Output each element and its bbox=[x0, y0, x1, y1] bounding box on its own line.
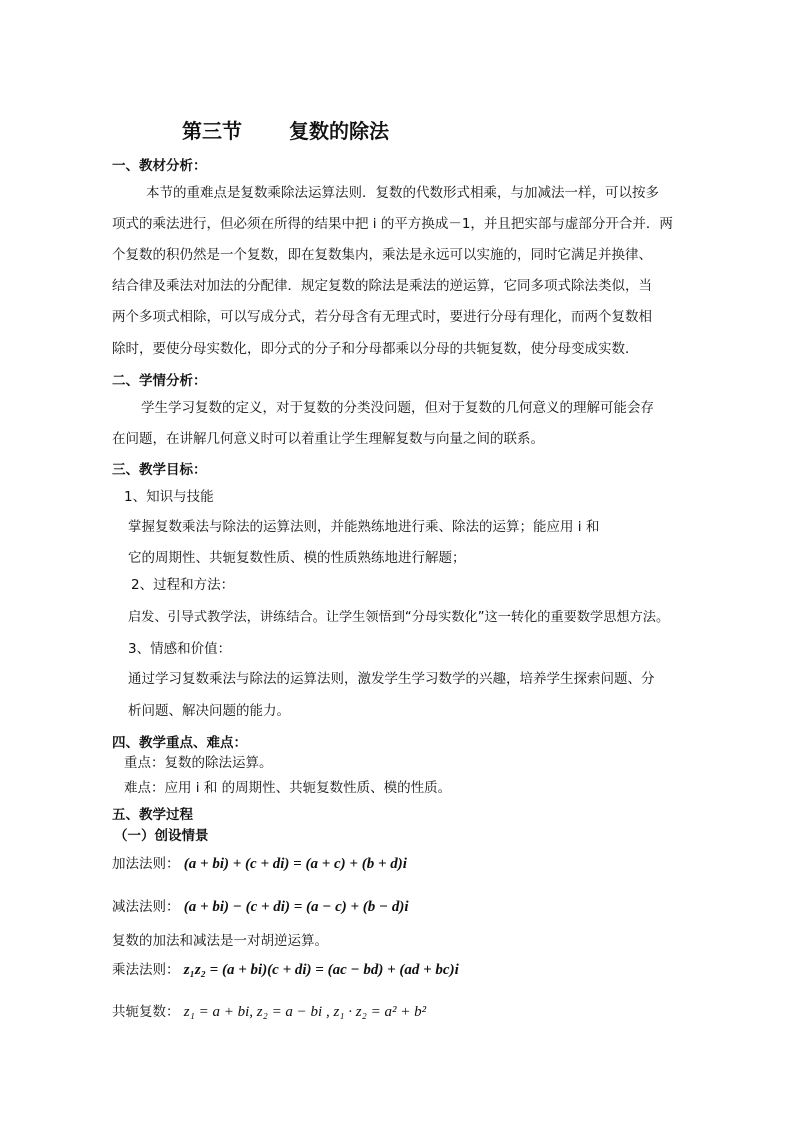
key-point: 重点：复数的除法运算。 bbox=[124, 755, 273, 771]
paragraph-line: 析问题、解决问题的能力。 bbox=[128, 703, 290, 719]
multiplication-rule-label: 乘法法则： bbox=[112, 962, 180, 978]
multiplication-rule bbox=[112, 961, 459, 979]
heading-student-analysis: 二、学情分析： bbox=[112, 373, 207, 389]
subheading-emotion-value: 3、情感和价值： bbox=[128, 641, 232, 657]
heading-teaching-process: 五、教学过程 bbox=[112, 807, 193, 823]
paragraph-line: 它的周期性、共轭复数性质、模的性质熟练地进行解题； bbox=[128, 550, 466, 566]
paragraph-line: 启发、引导式教学法，讲练结合。让学生领悟到“分母实数化”这一转化的重要数学思想方法。 bbox=[128, 610, 670, 625]
subtraction-formula: (a + bi) − (c + di) = (a − c) + (b − d)i bbox=[183, 899, 409, 915]
heading-teaching-objectives: 三、教学目标： bbox=[112, 462, 207, 478]
subheading-process-method: 2、过程和方法： bbox=[131, 577, 235, 593]
paragraph-line: 本节的重难点是复数乘除法运算法则．复数的代数形式相乘，与加减法一样，可以按多 bbox=[146, 185, 659, 201]
conjugate-formula: z₁ = a + bi, z₂ = a − bi , z₁ · z₂ = a² + b² bbox=[183, 1004, 427, 1020]
heading-key-difficult-points: 四、教学重点、难点： bbox=[112, 735, 247, 751]
conjugate-rule bbox=[112, 1003, 426, 1021]
addition-formula: (a + bi) + (c + di) = (a + c) + (b + d)i bbox=[183, 856, 407, 872]
multiplication-formula: z₁z₂ = (a + bi)(c + di) = (ac − bd) + (ad + bc)i bbox=[183, 962, 459, 978]
paragraph-line: 掌握复数乘法与除法的运算法则，并能熟练地进行乘、除法的运算；能应用 i 和 bbox=[128, 519, 600, 535]
section-number: 第三节 bbox=[182, 119, 242, 143]
subtraction-rule bbox=[112, 898, 409, 916]
conjugate-rule-label: 共轭复数： bbox=[112, 1004, 180, 1020]
subheading-knowledge-skills: 1、知识与技能 bbox=[124, 489, 214, 505]
subheading-scenario: （一）创设情景 bbox=[114, 828, 209, 844]
paragraph-line: 两个多项式相除，可以写成分式，若分母含有无理式时，要进行分母有理化，而两个复数相 bbox=[112, 309, 652, 325]
section-title: 复数的除法 bbox=[289, 119, 389, 143]
subtraction-rule-label: 减法法则： bbox=[112, 899, 180, 915]
paragraph-line: 结合律及乘法对加法的分配律．规定复数的除法是乘法的逆运算，它同多项式除法类似，当 bbox=[112, 278, 652, 294]
difficult-point: 难点：应用 i 和 的周期性、共轭复数性质、模的性质。 bbox=[124, 780, 452, 796]
inverse-operation-note: 复数的加法和减法是一对胡逆运算。 bbox=[112, 933, 328, 949]
paragraph-line: 通过学习复数乘法与除法的运算法则，激发学生学习数学的兴趣，培养学生探索问题、分 bbox=[128, 671, 655, 687]
addition-rule bbox=[112, 855, 407, 873]
paragraph-line: 学生学习复数的定义，对于复数的分类没问题，但对于复数的几何意义的理解可能会存 bbox=[141, 400, 654, 416]
paragraph-line: 个复数的积仍然是一个复数，即在复数集内，乘法是永远可以实施的，同时它满足并换律、 bbox=[112, 247, 652, 263]
paragraph-line: 除时，要使分母实数化，即分式的分子和分母都乘以分母的共轭复数，使分母变成实数． bbox=[112, 341, 639, 357]
paragraph-line: 在问题，在讲解几何意义时可以着重让学生理解复数与向量之间的联系。 bbox=[112, 431, 544, 447]
addition-rule-label: 加法法则： bbox=[112, 856, 180, 872]
heading-textbook-analysis: 一、教材分析： bbox=[112, 158, 207, 174]
paragraph-line: 项式的乘法进行，但必须在所得的结果中把 i 的平方换成－1，并且把实部与虚部分开合并．两 bbox=[112, 216, 673, 232]
